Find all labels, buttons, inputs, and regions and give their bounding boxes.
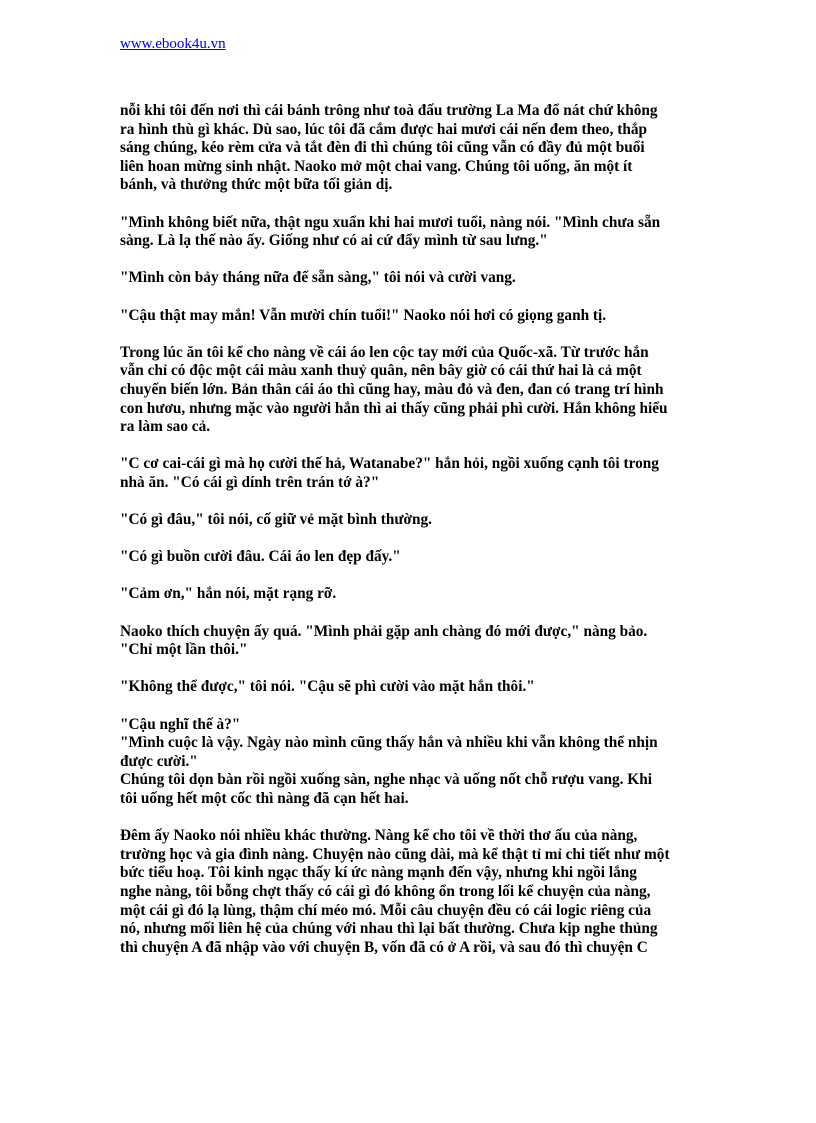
paragraph-thanks: "Cảm ơn," hắn nói, mặt rạng rỡ.	[120, 585, 337, 603]
paragraph-i-bet: "Mình cuộc là vậy. Ngày nào mình cũng thấy hắn và nhiều khi vẫn không thể nhịn được cười."	[120, 734, 658, 770]
paragraph-clear-table: Chúng tôi dọn bàn rồi ngồi xuống sàn, nghe nhạc và uống nốt chỗ rượu vang. Khi tôi uống hết một cốc thì nàng đã cạn hết hai.	[120, 771, 652, 807]
document-body	[120, 102, 700, 957]
paragraph-sweater-story: Trong lúc ăn tôi kể cho nàng về cái áo len cộc tay mới của Quốc-xã. Từ trước hắn vẫn chỉ có độc một cái màu xanh thuỷ quân, nên bây giờ có cái thứ hai là cả một chuyển biến lớn. Bản thân cái áo thì cũng hay, màu đỏ và đen, đan có trang trí hình con hươu, nhưng mặc vào người hắn thì ai thấy cũng phải phì cười. Hắn không hiểu ra làm sao cả.	[120, 343, 668, 436]
paragraph-naoko-twenty: "Mình không biết nữa, thật ngu xuẩn khi hai mươi tuổi, nàng nói. "Mình chưa sẵn sàng. Là lạ thế nào ấy. Giống như có ai cứ đẩy mình từ sau lưng."	[120, 213, 661, 250]
paragraph-you-think: "Cậu nghĩ thế à?"	[120, 715, 241, 733]
paragraph-naoko-wants-meet: Naoko thích chuyện ấy quá. "Mình phải gặp anh chàng đó mới được," nàng bảo. "Chỉ một lần thôi."	[120, 622, 648, 659]
paragraph-naoko-talks: Đêm ấy Naoko nói nhiều khác thường. Nàng kể cho tôi về thời thơ ấu của nàng, trường học và gia đình nàng. Chuyện nào cũng dài, mà kể thật tỉ mỉ chi tiết như một bức tiểu hoạ. Tôi kinh ngạc thấy kí ức nàng mạnh đến vậy, nhưng khi ngồi lắng nghe nàng, tôi bỗng chợt thấy có cái gì đó không ổn trong lối kể chuyện của nàng, một cái gì đó lạ lùng, thậm chí méo mó. Mỗi câu chuyện đều có cái logic riêng của nó, nhưng mối liên hệ của chúng với nhau thì lại bất thường. Chưa kịp nghe thủng thì chuyện A đã nhập vào với chuyện B, vốn đã có ở A rồi, và sau đó thì chuyện C	[120, 827, 670, 956]
paragraph-nineteen: "Cậu thật may mắn! Vẫn mười chín tuổi!" Naoko nói hơi có giọng ganh tị.	[120, 306, 607, 324]
paragraph-why-laughing: "C cơ cai-cái gì mà họ cười thế hả, Watanabe?" hắn hỏi, ngồi xuống cạnh tôi trong nhà ăn. "Có cái gì dính trên trán tớ à?"	[120, 455, 659, 491]
header-website-link[interactable]: www.ebook4u.vn	[120, 36, 226, 52]
paragraph-nothing: "Có gì đâu," tôi nói, cố giữ vẻ mặt bình thường.	[120, 511, 432, 529]
paragraph-nice-sweater: "Có gì buồn cười đâu. Cái áo len đẹp đấy."	[120, 548, 401, 566]
paragraph-seven-months: "Mình còn bảy tháng nữa để sẵn sàng," tôi nói và cười vang.	[120, 269, 516, 287]
paragraph-birthday-cake: nỗi khi tôi đến nơi thì cái bánh trông như toà đấu trường La Ma đổ nát chứ không ra hình thù gì khác. Dù sao, lúc tôi đã cắm được hai mươi cái nến đem theo, thắp sáng chúng, kéo rèm cửa và tắt đèn đi thì chúng tôi cũng vẫn có đầy đủ một buổi liên hoan mừng sinh nhật. Naoko mở một chai vang. Chúng tôi uống, ăn một ít bánh, và thưởng thức một bữa tối giản dị.	[120, 102, 658, 194]
paragraph-impossible: "Không thể được," tôi nói. "Cậu sẽ phì cười vào mặt hắn thôi."	[120, 678, 535, 696]
